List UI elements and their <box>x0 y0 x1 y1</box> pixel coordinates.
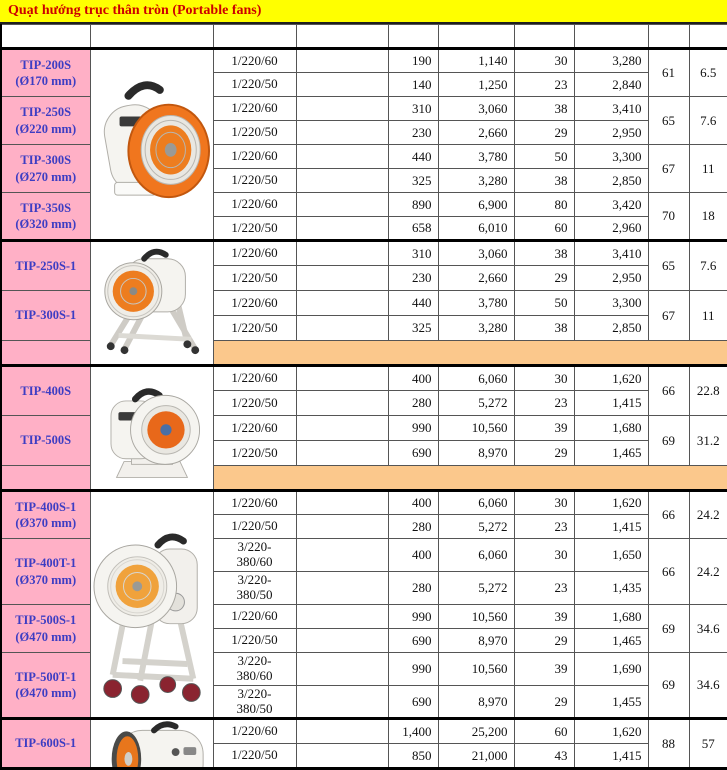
spec-empty-cell <box>296 605 388 629</box>
model-size: (Ø170 mm) <box>15 74 77 88</box>
spec-empty-cell <box>296 441 388 466</box>
noise-cell: 67 <box>648 291 689 341</box>
model-cell <box>1 97 90 145</box>
voltage-line1: 1/220/60 <box>231 294 278 310</box>
rpm-cell: 1,455 <box>574 686 648 719</box>
pressure-cell: 39 <box>514 416 574 441</box>
sliver-cell <box>438 25 514 49</box>
pressure-cell: 23 <box>514 391 574 416</box>
power-cell: 1,400 <box>388 719 438 744</box>
model-cell <box>1 605 90 653</box>
airflow-cell: 10,560 <box>438 653 514 686</box>
spec-empty-cell <box>296 491 388 515</box>
spec-empty-cell <box>296 719 388 744</box>
power-cell: 280 <box>388 572 438 605</box>
model-cell <box>1 49 90 97</box>
fan-image-cell <box>90 491 213 719</box>
noise-cell: 61 <box>648 49 689 97</box>
rpm-cell: 3,300 <box>574 291 648 316</box>
sliver-cell <box>213 25 296 49</box>
voltage-line1: 3/220- <box>237 572 272 588</box>
weight-cell: 31.2 <box>689 416 727 466</box>
pressure-cell: 43 <box>514 744 574 769</box>
voltage-line1: 1/220/60 <box>231 100 278 116</box>
voltage-cell <box>213 97 296 121</box>
fan-section-0 <box>1 49 727 241</box>
weight-cell: 6.5 <box>689 49 727 97</box>
power-cell: 890 <box>388 193 438 217</box>
voltage-line1: 1/220/50 <box>231 444 278 460</box>
pressure-cell: 23 <box>514 73 574 97</box>
section-banner <box>0 0 727 24</box>
pressure-cell: 39 <box>514 653 574 686</box>
airflow-cell: 3,280 <box>438 316 514 341</box>
voltage-cell <box>213 719 296 744</box>
rpm-cell: 1,415 <box>574 744 648 769</box>
voltage-line1: 1/220/50 <box>231 319 278 335</box>
noise-cell: 65 <box>648 97 689 145</box>
airflow-cell: 5,272 <box>438 391 514 416</box>
pedestal-fan <box>91 372 213 484</box>
voltage-line2: 380/50 <box>236 700 273 716</box>
tilted-drum-fan <box>91 52 213 238</box>
trolley-fan <box>91 494 213 716</box>
weight-cell: 24.2 <box>689 491 727 539</box>
table-top-sliver <box>1 25 727 49</box>
power-cell: 310 <box>388 241 438 266</box>
voltage-line1: 3/220- <box>237 685 272 701</box>
power-cell: 690 <box>388 686 438 719</box>
voltage-line1: 1/220/50 <box>231 518 278 534</box>
sliver-cell <box>514 25 574 49</box>
spec-empty-cell <box>296 217 388 241</box>
spec-empty-cell <box>296 291 388 316</box>
rpm-cell: 2,950 <box>574 121 648 145</box>
fan-section-4 <box>1 719 727 769</box>
airflow-cell: 25,200 <box>438 719 514 744</box>
power-cell: 190 <box>388 49 438 73</box>
model-name: TIP-300S-1 <box>15 308 77 323</box>
model-cell <box>1 491 90 539</box>
voltage-line1: 1/220/50 <box>231 172 278 188</box>
voltage-line1: 1/220/50 <box>231 76 278 92</box>
airflow-cell: 1,250 <box>438 73 514 97</box>
rpm-cell: 1,465 <box>574 629 648 653</box>
power-cell: 325 <box>388 316 438 341</box>
voltage-cell <box>213 316 296 341</box>
voltage-line1: 1/220/50 <box>231 632 278 648</box>
voltage-cell <box>213 291 296 316</box>
spec-empty-cell <box>296 241 388 266</box>
model-cell <box>1 653 90 719</box>
voltage-line2: 380/50 <box>236 587 273 602</box>
power-cell: 325 <box>388 169 438 193</box>
pressure-cell: 30 <box>514 491 574 515</box>
spec-empty-cell <box>296 515 388 539</box>
voltage-cell <box>213 145 296 169</box>
voltage-cell <box>213 629 296 653</box>
voltage-cell <box>213 653 296 686</box>
fan-image-cell <box>90 49 213 241</box>
voltage-cell <box>213 416 296 441</box>
spec-empty-cell <box>296 316 388 341</box>
sliver-cell <box>648 25 689 49</box>
spec-row <box>1 241 727 266</box>
cylinder-fan <box>91 720 213 767</box>
power-cell: 850 <box>388 744 438 769</box>
rpm-cell: 1,415 <box>574 391 648 416</box>
airflow-cell: 3,060 <box>438 241 514 266</box>
rpm-cell: 1,680 <box>574 416 648 441</box>
model-cell <box>1 193 90 241</box>
banner-title: Quạt hướng trục thân tròn (Portable fans) <box>8 3 262 18</box>
rpm-cell: 1,620 <box>574 491 648 515</box>
model-size: (Ø470 mm) <box>15 686 77 700</box>
spec-row <box>1 491 727 515</box>
model-name: TIP-400S-1 <box>15 499 77 514</box>
model-name: TIP-200S <box>20 57 72 72</box>
sliver-cell <box>574 25 648 49</box>
noise-cell: 67 <box>648 145 689 193</box>
noise-cell: 69 <box>648 416 689 466</box>
weight-cell: 34.6 <box>689 605 727 653</box>
power-cell: 990 <box>388 605 438 629</box>
rpm-cell: 1,415 <box>574 515 648 539</box>
pressure-cell: 23 <box>514 515 574 539</box>
rpm-cell: 3,280 <box>574 49 648 73</box>
sliver-cell <box>296 25 388 49</box>
model-size: (Ø470 mm) <box>15 629 77 644</box>
model-size: (Ø320 mm) <box>15 217 77 231</box>
spec-empty-cell <box>296 121 388 145</box>
model-name: TIP-500S-1 <box>15 613 77 628</box>
rpm-cell: 3,420 <box>574 193 648 217</box>
pressure-cell: 29 <box>514 121 574 145</box>
fan-image-cell <box>90 719 213 769</box>
rpm-cell: 1,650 <box>574 539 648 572</box>
weight-cell: 7.6 <box>689 97 727 145</box>
model-name: TIP-350S <box>20 200 72 215</box>
model-cell <box>1 416 90 466</box>
pressure-cell: 38 <box>514 241 574 266</box>
power-cell: 440 <box>388 145 438 169</box>
separator-bar <box>213 466 727 491</box>
airflow-cell: 2,660 <box>438 266 514 291</box>
model-name: TIP-600S-1 <box>15 736 77 751</box>
stand-fan <box>91 246 213 360</box>
noise-cell: 69 <box>648 653 689 719</box>
voltage-line1: 1/220/50 <box>231 747 278 763</box>
weight-cell: 24.2 <box>689 539 727 605</box>
airflow-cell: 21,000 <box>438 744 514 769</box>
separator-bar <box>213 341 727 366</box>
model-cell <box>1 719 90 769</box>
pressure-cell: 30 <box>514 539 574 572</box>
airflow-cell: 6,060 <box>438 539 514 572</box>
model-cell <box>1 366 90 416</box>
spec-empty-cell <box>296 97 388 121</box>
rpm-cell: 1,680 <box>574 605 648 629</box>
fan-section-2 <box>1 366 727 491</box>
airflow-cell: 2,660 <box>438 121 514 145</box>
voltage-cell <box>213 73 296 97</box>
voltage-line1: 1/220/60 <box>231 419 278 435</box>
sliver-cell <box>90 25 213 49</box>
voltage-line1: 1/220/60 <box>231 494 278 510</box>
model-size: (Ø220 mm) <box>15 121 77 136</box>
airflow-cell: 3,280 <box>438 169 514 193</box>
voltage-cell <box>213 605 296 629</box>
power-cell: 690 <box>388 441 438 466</box>
rpm-cell: 1,620 <box>574 366 648 391</box>
airflow-cell: 10,560 <box>438 416 514 441</box>
noise-cell: 66 <box>648 539 689 605</box>
model-name: TIP-300S <box>20 153 72 168</box>
power-cell: 658 <box>388 217 438 241</box>
voltage-cell <box>213 193 296 217</box>
spec-empty-cell <box>296 629 388 653</box>
weight-cell: 22.8 <box>689 366 727 416</box>
weight-cell: 11 <box>689 145 727 193</box>
airflow-cell: 6,060 <box>438 491 514 515</box>
pressure-cell: 50 <box>514 291 574 316</box>
model-size: (Ø270 mm) <box>15 169 77 184</box>
pressure-cell: 30 <box>514 366 574 391</box>
spec-empty-cell <box>296 145 388 169</box>
voltage-cell <box>213 441 296 466</box>
sliver-cell <box>689 25 727 49</box>
spec-empty-cell <box>296 193 388 217</box>
airflow-cell: 8,970 <box>438 686 514 719</box>
voltage-line1: 1/220/60 <box>231 723 278 739</box>
model-cell-empty <box>1 466 90 491</box>
model-size: (Ø370 mm) <box>15 516 77 530</box>
spec-empty-cell <box>296 366 388 391</box>
pressure-cell: 39 <box>514 605 574 629</box>
voltage-cell <box>213 572 296 605</box>
rpm-cell: 1,435 <box>574 572 648 605</box>
pressure-cell: 23 <box>514 572 574 605</box>
airflow-cell: 5,272 <box>438 572 514 605</box>
pressure-cell: 29 <box>514 686 574 719</box>
power-cell: 280 <box>388 515 438 539</box>
spec-empty-cell <box>296 169 388 193</box>
model-cell-empty <box>1 341 90 366</box>
rpm-cell: 2,850 <box>574 316 648 341</box>
power-cell: 990 <box>388 653 438 686</box>
pressure-cell: 38 <box>514 316 574 341</box>
voltage-cell <box>213 539 296 572</box>
weight-cell: 34.6 <box>689 653 727 719</box>
pressure-cell: 38 <box>514 97 574 121</box>
power-cell: 990 <box>388 416 438 441</box>
airflow-cell: 6,900 <box>438 193 514 217</box>
voltage-line2: 380/60 <box>236 554 273 569</box>
fan-image-cell <box>90 241 213 366</box>
power-cell: 310 <box>388 97 438 121</box>
spec-row <box>1 366 727 391</box>
model-name: TIP-250S-1 <box>15 258 77 273</box>
voltage-cell <box>213 217 296 241</box>
voltage-line2: 380/60 <box>236 668 273 683</box>
model-name: TIP-400T-1 <box>15 556 77 571</box>
spec-empty-cell <box>296 744 388 769</box>
pressure-cell: 29 <box>514 441 574 466</box>
power-cell: 280 <box>388 391 438 416</box>
weight-cell: 11 <box>689 291 727 341</box>
rpm-cell: 2,950 <box>574 266 648 291</box>
rpm-cell: 1,690 <box>574 653 648 686</box>
sliver-cell <box>388 25 438 49</box>
airflow-cell: 3,780 <box>438 291 514 316</box>
voltage-cell <box>213 515 296 539</box>
model-name: TIP-400S <box>20 383 72 398</box>
rpm-cell: 2,960 <box>574 217 648 241</box>
power-cell: 230 <box>388 121 438 145</box>
spec-row <box>1 719 727 744</box>
voltage-cell <box>213 491 296 515</box>
voltage-line1: 3/220- <box>237 653 272 669</box>
voltage-cell <box>213 391 296 416</box>
rpm-cell: 1,465 <box>574 441 648 466</box>
spec-empty-cell <box>296 49 388 73</box>
noise-cell: 66 <box>648 366 689 416</box>
power-cell: 400 <box>388 539 438 572</box>
noise-cell: 65 <box>648 241 689 291</box>
voltage-cell <box>213 686 296 719</box>
power-cell: 400 <box>388 491 438 515</box>
model-name: TIP-500T-1 <box>15 669 77 684</box>
model-size: (Ø370 mm) <box>15 572 77 587</box>
voltage-line1: 1/220/50 <box>231 124 278 140</box>
fan-spec-table <box>0 24 727 770</box>
spec-empty-cell <box>296 266 388 291</box>
power-cell: 440 <box>388 291 438 316</box>
voltage-cell <box>213 121 296 145</box>
spec-empty-cell <box>296 391 388 416</box>
power-cell: 230 <box>388 266 438 291</box>
airflow-cell: 5,272 <box>438 515 514 539</box>
pressure-cell: 60 <box>514 217 574 241</box>
spec-empty-cell <box>296 539 388 572</box>
airflow-cell: 3,780 <box>438 145 514 169</box>
fan-section-1 <box>1 241 727 366</box>
voltage-line1: 1/220/50 <box>231 219 278 235</box>
fan-section-3 <box>1 491 727 719</box>
airflow-cell: 8,970 <box>438 441 514 466</box>
rpm-cell: 2,850 <box>574 169 648 193</box>
voltage-cell <box>213 49 296 73</box>
voltage-line1: 1/220/60 <box>231 196 278 212</box>
model-cell <box>1 145 90 193</box>
spec-empty-cell <box>296 686 388 719</box>
pressure-cell: 38 <box>514 169 574 193</box>
rpm-cell: 3,410 <box>574 241 648 266</box>
weight-cell: 18 <box>689 193 727 241</box>
rpm-cell: 3,410 <box>574 97 648 121</box>
voltage-line1: 1/220/60 <box>231 608 278 624</box>
voltage-line1: 3/220- <box>237 539 272 555</box>
pressure-cell: 80 <box>514 193 574 217</box>
airflow-cell: 6,010 <box>438 217 514 241</box>
pressure-cell: 30 <box>514 49 574 73</box>
airflow-cell: 1,140 <box>438 49 514 73</box>
spec-empty-cell <box>296 572 388 605</box>
weight-cell: 7.6 <box>689 241 727 291</box>
power-cell: 140 <box>388 73 438 97</box>
spec-empty-cell <box>296 73 388 97</box>
pressure-cell: 60 <box>514 719 574 744</box>
rpm-cell: 3,300 <box>574 145 648 169</box>
voltage-line1: 1/220/50 <box>231 269 278 285</box>
model-name: TIP-500S <box>20 433 72 448</box>
sliver-cell <box>1 25 90 49</box>
model-cell <box>1 291 90 341</box>
voltage-cell <box>213 744 296 769</box>
spec-row <box>1 49 727 73</box>
voltage-cell <box>213 241 296 266</box>
spec-empty-cell <box>296 416 388 441</box>
voltage-line1: 1/220/60 <box>231 370 278 386</box>
pressure-cell: 50 <box>514 145 574 169</box>
noise-cell: 70 <box>648 193 689 241</box>
voltage-cell <box>213 266 296 291</box>
voltage-cell <box>213 366 296 391</box>
fan-image-cell <box>90 366 213 491</box>
pressure-cell: 29 <box>514 266 574 291</box>
voltage-cell <box>213 169 296 193</box>
spec-empty-cell <box>296 653 388 686</box>
noise-cell: 69 <box>648 605 689 653</box>
voltage-line1: 1/220/50 <box>231 394 278 410</box>
airflow-cell: 10,560 <box>438 605 514 629</box>
airflow-cell: 8,970 <box>438 629 514 653</box>
model-name: TIP-250S <box>20 105 72 120</box>
power-cell: 690 <box>388 629 438 653</box>
weight-cell: 57 <box>689 719 727 769</box>
model-cell <box>1 241 90 291</box>
airflow-cell: 6,060 <box>438 366 514 391</box>
noise-cell: 88 <box>648 719 689 769</box>
power-cell: 400 <box>388 366 438 391</box>
voltage-line1: 1/220/60 <box>231 52 278 68</box>
pressure-cell: 29 <box>514 629 574 653</box>
model-cell <box>1 539 90 605</box>
rpm-cell: 1,620 <box>574 719 648 744</box>
voltage-line1: 1/220/60 <box>231 245 278 261</box>
voltage-line1: 1/220/60 <box>231 148 278 164</box>
noise-cell: 66 <box>648 491 689 539</box>
rpm-cell: 2,840 <box>574 73 648 97</box>
airflow-cell: 3,060 <box>438 97 514 121</box>
